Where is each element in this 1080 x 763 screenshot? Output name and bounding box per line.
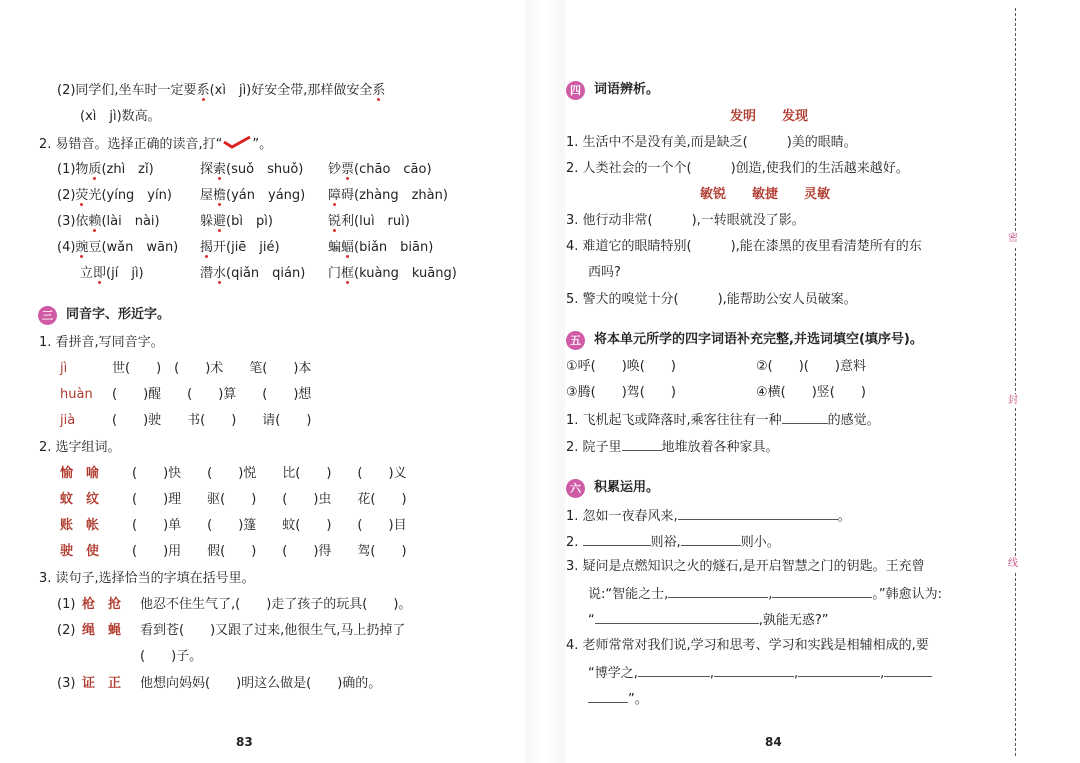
q2-row2-a: (2)荧光(yíng yín) — [57, 188, 172, 203]
word-group-2: 敏锐 敏捷 灵敏 — [700, 187, 831, 202]
s3-q3-2-label: (2) — [57, 623, 76, 638]
s3-q3-3-label: (3) — [57, 676, 76, 691]
q2-title: 2. 易错音。选择正确的读音,打“ ”。 — [39, 137, 273, 152]
s3-q3-2-chars: 绳 蝇 — [82, 623, 122, 638]
q2-row4-a: (4)豌豆(wǎn wān) — [57, 240, 179, 255]
s3-q3-1-label: (1) — [57, 597, 76, 612]
pair-zhang-blanks: ( )单 ( )篷 蚊( ) ( )目 — [132, 518, 407, 533]
s4-q4-cont: 西吗? — [588, 265, 621, 280]
page-number-left: 83 — [236, 735, 253, 749]
section-badge-3: 三 — [38, 306, 57, 325]
section-3-title: 同音字、形近字。 — [66, 307, 171, 322]
s5-idiom-1: ①呼( )唤( ) — [566, 359, 676, 374]
s3-q1-title: 1. 看拼音,写同音字。 — [39, 335, 164, 350]
s3-q3-2-text2: ( )子。 — [140, 649, 203, 664]
s6-q1: 1. 忽如一夜春风来, 。 — [566, 506, 851, 526]
s6-q3: 3. 疑问是点燃知识之火的燧石,是开启智慧之门的钥匙。王充曾 — [566, 559, 925, 574]
q2-row1-b: 探索(suǒ shuǒ) — [200, 162, 304, 177]
pinyin-jia: jià — [60, 413, 76, 428]
seal-char-2: 封 — [1008, 395, 1018, 406]
page-number-right: 84 — [765, 735, 782, 749]
q1-2-line1: (2)同学们,坐车时一定要系(xì jì)好安全带,那样做安全系 — [57, 83, 386, 98]
s3-q3-1-text: 他忍不住生气了,( )走了孩子的玩具( )。 — [140, 597, 412, 612]
q2-row5-b: 潜水(qiǎn qián) — [200, 266, 306, 281]
s3-q3-1-chars: 枪 抢 — [82, 597, 122, 612]
q1-2-line2: (xì jì)数高。 — [80, 109, 161, 124]
s3-q3-2-text: 看到苍( )又跟了过来,他很生气,马上扔掉了 — [140, 623, 406, 638]
q2-row2-b: 屋檐(yán yáng) — [200, 188, 306, 203]
checkmark-icon — [222, 135, 252, 149]
s4-q2: 2. 人类社会的一个个( )创造,使我们的生活越来越好。 — [566, 161, 909, 176]
q2-row4-c: 蝙蝠(biǎn biān) — [328, 240, 434, 255]
s5-q1: 1. 飞机起飞或降落时,乘客往往有一种 的感觉。 — [566, 410, 880, 430]
q2-row5-a: 立即(jí jì) — [80, 266, 144, 281]
q2-row1-c: 钞票(chāo cāo) — [328, 162, 432, 177]
pinyin-ji-blanks: 世( ) ( )术 笔( )本 — [112, 361, 312, 376]
pinyin-ji: jì — [60, 361, 68, 376]
s6-q4-line3: ”。 — [588, 689, 648, 709]
section-badge-5: 五 — [566, 331, 585, 350]
q2-row3-b: 躲避(bì pì) — [200, 214, 273, 229]
s3-q2-title: 2. 选字组词。 — [39, 440, 121, 455]
q2-row3-a: (3)依赖(lài nài) — [57, 214, 160, 229]
q2-row4-b: 揭开(jiē jié) — [200, 240, 280, 255]
s5-idiom-3: ③腾( )驾( ) — [566, 385, 676, 400]
pair-shi: 驶 使 — [60, 544, 100, 559]
s6-q4-line2: “博学之, , , , — [588, 663, 932, 683]
s6-q2: 2. 则裕, 则小。 — [566, 532, 780, 552]
s5-q2: 2. 院子里 地堆放着各种家具。 — [566, 437, 779, 457]
s4-q4: 4. 难道它的眼睛特别( ),能在漆黑的夜里看清楚所有的东 — [566, 239, 922, 254]
page-fold — [525, 0, 565, 763]
section-5-title: 将本单元所学的四字词语补充完整,并选词填空(填序号)。 — [594, 332, 923, 347]
section-badge-4: 四 — [566, 81, 585, 100]
pair-wen-blanks: ( )理 驱( ) ( )虫 花( ) — [132, 492, 407, 507]
binding-dashed-line — [1015, 8, 1016, 756]
q2-row1-a: (1)物质(zhì zǐ) — [57, 162, 154, 177]
pinyin-huan-blanks: ( )醒 ( )算 ( )想 — [112, 387, 312, 402]
pair-shi-blanks: ( )用 假( ) ( )得 驾( ) — [132, 544, 407, 559]
s3-q3-3-text: 他想向妈妈( )明这么做是( )确的。 — [140, 676, 382, 691]
s3-q3-title: 3. 读句子,选择恰当的字填在括号里。 — [39, 571, 255, 586]
pinyin-huan: huàn — [60, 387, 93, 402]
pinyin-jia-blanks: ( )驶 书( ) 请( ) — [112, 413, 312, 428]
pair-yu: 愉 喻 — [60, 466, 100, 481]
q2-row3-c: 锐利(luì ruì) — [328, 214, 410, 229]
pair-yu-blanks: ( )快 ( )悦 比( ) ( )义 — [132, 466, 407, 481]
s6-q4: 4. 老师常常对我们说,学习和思考、学习和实践是相辅相成的,要 — [566, 638, 929, 653]
q2-row5-c: 门框(kuàng kuāng) — [328, 266, 457, 281]
word-group-1: 发明 发现 — [730, 109, 809, 124]
s6-q3-line3: “ ,孰能无惑?” — [588, 610, 829, 630]
pair-wen: 蚊 纹 — [60, 492, 100, 507]
s6-q3-line2: 说:“智能之士, , 。”韩愈认为: — [588, 584, 942, 604]
s5-idiom-4: ④横( )竖( ) — [756, 385, 866, 400]
section-badge-6: 六 — [566, 479, 585, 498]
s4-q1: 1. 生活中不是没有美,而是缺乏( )美的眼睛。 — [566, 135, 857, 150]
s4-q5: 5. 警犬的嗅觉十分( ),能帮助公安人员破案。 — [566, 292, 857, 307]
seal-char-3: 线 — [1008, 558, 1018, 569]
s3-q3-3-chars: 证 正 — [82, 676, 122, 691]
seal-char-1: 密 — [1008, 233, 1018, 244]
s5-idiom-2: ②( )( )意料 — [756, 359, 866, 374]
section-6-title: 积累运用。 — [594, 480, 660, 495]
pair-zhang: 账 帐 — [60, 518, 100, 533]
s4-q3: 3. 他行动非常( ),一转眼就没了影。 — [566, 213, 805, 228]
q2-row2-c: 障碍(zhàng zhàn) — [328, 188, 448, 203]
section-4-title: 词语辨析。 — [594, 82, 660, 97]
